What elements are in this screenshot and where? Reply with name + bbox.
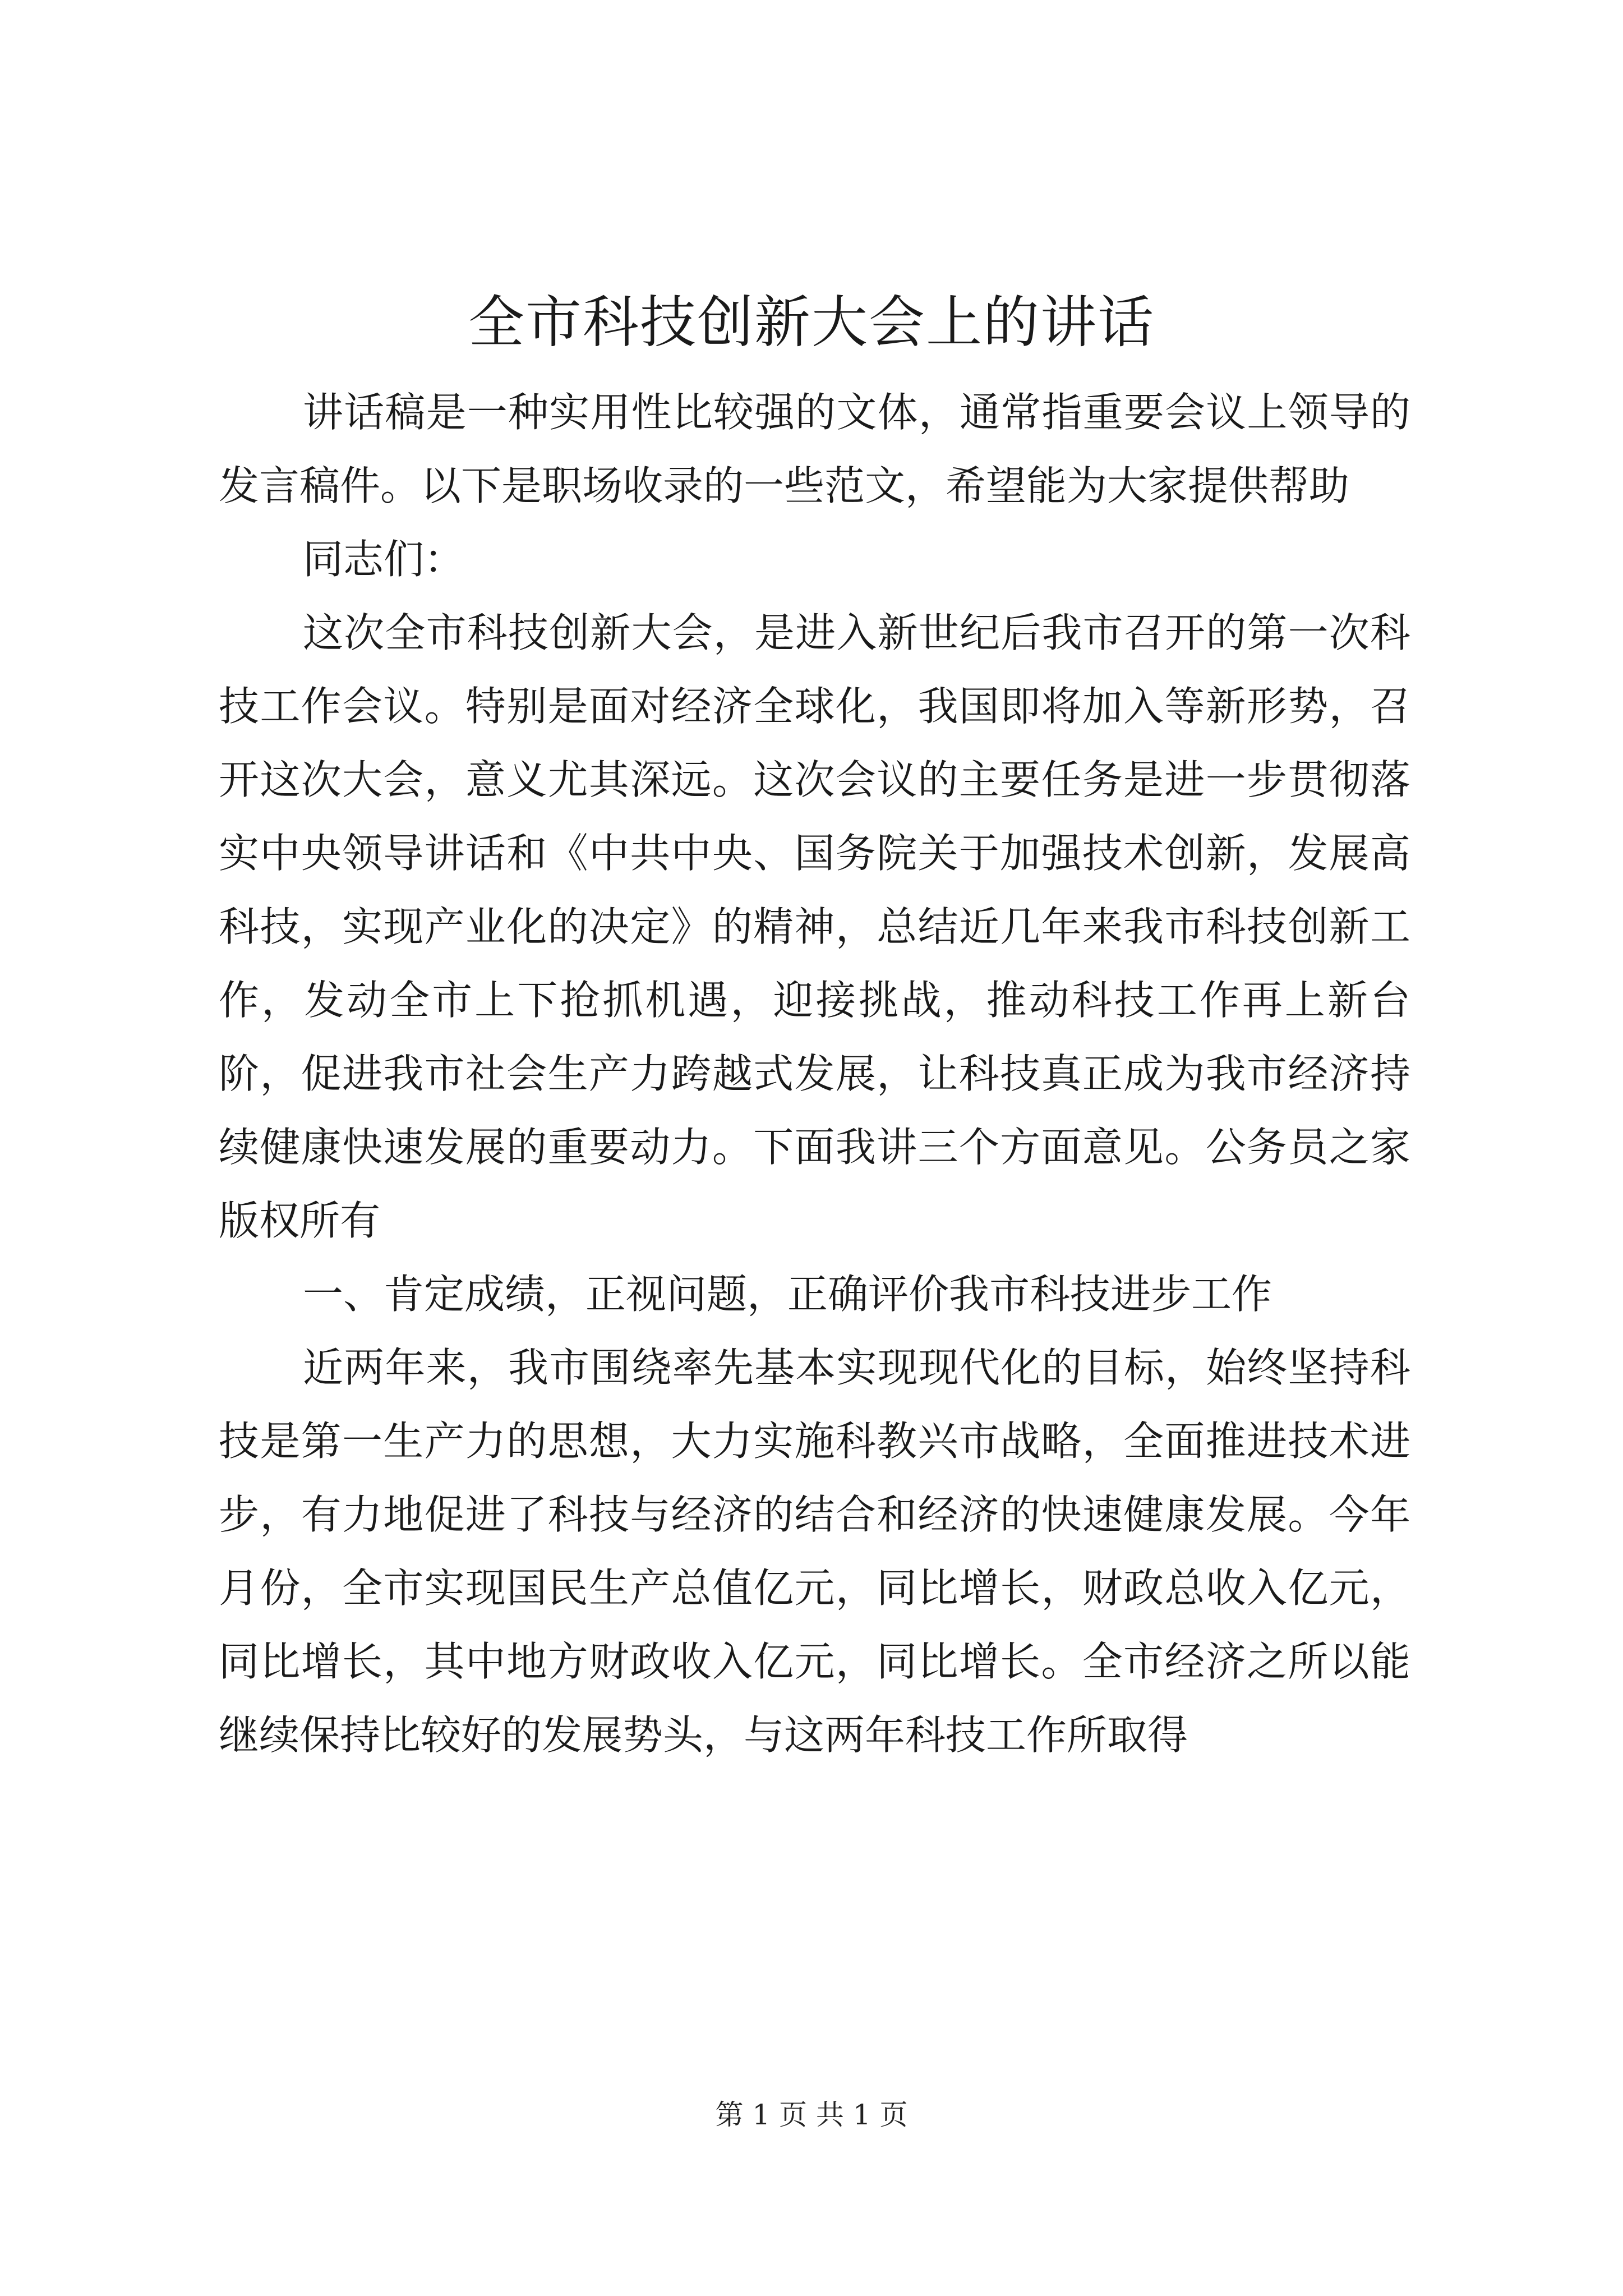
document-body: [219, 376, 1410, 1772]
page-footer: 第 1 页 共 1 页: [715, 2099, 908, 2131]
salutation: 同志们：: [303, 536, 465, 583]
body-paragraph: 这次全市科技创新大会，是进入新世纪后我市召开的第一次科技工作会议。特别是面对经济全球化，我国即将加入等新形势，召开这次大会，意义尤其深远。这次会议的主要任务是进一步贯彻落实中央领导讲话和《中共中央、国务院关于加强技术创新，发展高科技，实现产业化的决定》的精神，总结近几年来我市科技创新工作，发动全市上下抢抓机遇，迎接挑战，推动科技工作再上新台阶，促进我市社会生产力跨越式发展，让科技真正成为我市经济持续健康快速发展的重要动力。下面我讲三个方面意见。公务员之家版权所有: [219, 609, 1410, 1244]
body-paragraph: 近两年来，我市围绕率先基本实现现代化的目标，始终坚持科技是第一生产力的思想，大力实施科教兴市战略，全面推进技术进步，有力地促进了科技与经济的结合和经济的快速健康发展。今年月份，全市实现国民生产总值亿元，同比增长，财政总收入亿元，同比增长，其中地方财政收入亿元，同比增长。全市经济之所以能继续保持比较好的发展势头，与这两年科技工作所取得: [219, 1344, 1410, 1759]
intro-paragraph: 讲话稿是一种实用性比较强的文体，通常指重要会议上领导的发言稿件。以下是职场收录的一些范文，希望能为大家提供帮助: [219, 389, 1410, 509]
document-title: 全市科技创新大会上的讲话: [468, 289, 1155, 355]
section-heading: 一、肯定成绩，正视问题，正确评价我市科技进步工作: [303, 1271, 1272, 1318]
